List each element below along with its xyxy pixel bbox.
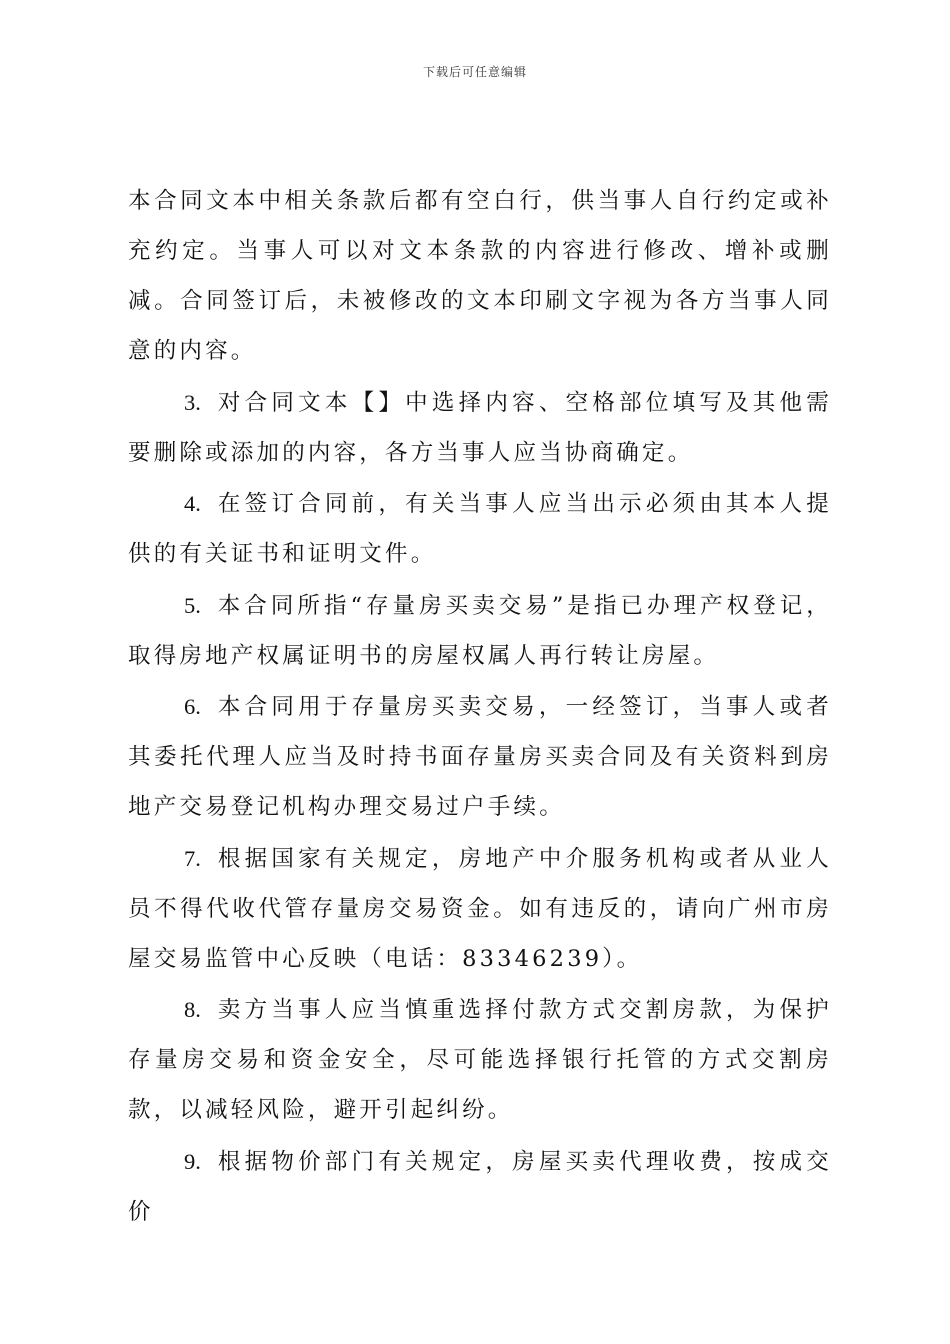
item-number: 5. — [184, 592, 201, 618]
paragraph-item-4 — [128, 479, 832, 579]
paragraph-text: 在签订合同前，有关当事人应当出示必须由其本人提供的有关证书和证明文件。 — [128, 491, 832, 567]
item-number: 6. — [184, 694, 201, 719]
paragraph-text: 本合同用于存量房买卖交易，一经签订，当事人或者其委托代理人应当及时持书面存量房买卖合同及有关资料到房地产交易登记机构办理交易过户手续。 — [128, 694, 832, 820]
paragraph-item-9 — [128, 1137, 832, 1237]
paragraph-text: 卖方当事人应当慎重选择付款方式交割房款，为保护存量房交易和资金安全，尽可能选择银行托管的方式交割房款，以减轻风险，避开引起纠纷。 — [128, 997, 832, 1123]
item-number: 9. — [184, 1148, 201, 1174]
paragraph-item-7 — [128, 834, 832, 984]
item-number: 7. — [184, 845, 201, 871]
paragraph-intro — [128, 176, 832, 376]
paragraph-text: 本合同文本中相关条款后都有空白行，供当事人自行约定或补充约定。当事人可以对文本条款的内容进行修改、增补或删减。合同签订后，未被修改的文本印刷文字视为各方当事人同意的内容。 — [128, 188, 832, 364]
header-note: 下载后可任意编辑 — [422, 65, 527, 79]
item-number: 3. — [184, 389, 201, 415]
paragraph-text: 根据物价部门有关规定，房屋买卖代理收费，按成交价 — [128, 1148, 832, 1225]
paragraph-item-8 — [128, 985, 832, 1135]
paragraph-item-3 — [128, 378, 832, 478]
body-text — [128, 176, 832, 1238]
item-number: 8. — [184, 997, 201, 1022]
paragraph-item-6 — [128, 682, 832, 832]
paragraph-text: 根据国家有关规定，房地产中介服务机构或者从业人员不得代收代管存量房交易资金。如有违反的，请向广州市房屋交易监管中心反映（电话：83346239）。 — [128, 845, 832, 972]
paragraph-text: 本合同所指“存量房买卖交易”是指已办理产权登记，取得房地产权属证明书的房屋权属人再行转让房屋。 — [128, 592, 832, 669]
paragraph-text: 对合同文本【】中选择内容、空格部位填写及其他需要删除或添加的内容，各方当事人应当协商确定。 — [128, 389, 832, 466]
paragraph-item-5 — [128, 581, 832, 681]
item-number: 4. — [184, 491, 201, 516]
